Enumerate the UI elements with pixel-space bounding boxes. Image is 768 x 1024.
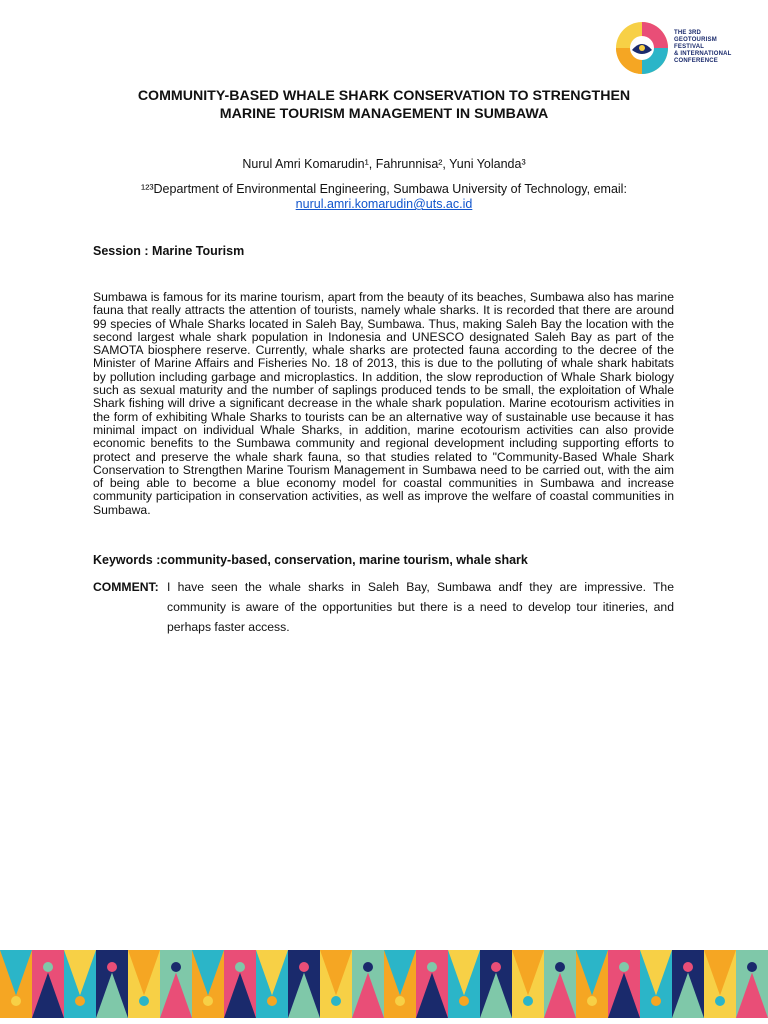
logo-line: CONFERENCE [674,58,719,64]
footer-dot [171,962,181,972]
footer-dot [523,996,533,1006]
conference-logo [614,20,764,76]
logo-line: GEOTOURISM [674,37,717,43]
footer-dot [139,996,149,1006]
footer-dot [427,962,437,972]
conference-emblem-icon [614,20,670,76]
title-line-1: COMMUNITY-BASED WHALE SHARK CONSERVATION TO STRENGTHEN [137,88,631,104]
footer-dot [715,996,725,1006]
comment-block [93,577,674,637]
logo-line: FESTIVAL [674,44,705,50]
footer-dot [75,996,85,1006]
footer-dot [747,962,757,972]
footer-dot [235,962,245,972]
logo-line: THE 3RD [674,30,702,36]
footer-dot [491,962,501,972]
paper-title [60,88,708,123]
session-label: Session : Marine Tourism [93,244,245,258]
footer-dot [203,996,213,1006]
footer-dot [395,996,405,1006]
author-email-link[interactable]: nurul.amri.komarudin@uts.ac.id [295,197,473,211]
abstract-text: Sumbawa is famous for its marine tourism, apart from the beauty of its beaches, Sumbawa also has marine fauna that really attracts the attention of tourists, namely whale sharks. It is recorded that there are around 99 species of Whale Sharks located in Saleh Bay, Sumbawa. Thus, making Saleh Bay the location with the second largest whale shark population in Indonesia and UNESCO designated Saleh Bay as part of the SAMOTA biosphere reserve. Currently, whale sharks are protected fauna according to the decree of the Minister of Marine Affairs and Fisheries No. 18 of 2013, this is due to the polluting of whale shark habitats by pollution including garbage and microplastics. In addition, the slow reproduction of Whale Shark biology such as sexual maturity and the number of saplings produced tends to be small, the exploitation of Whale Shark fishing will drive a significant decrease in the whale shark population. Marine ecotourism activities in the form of exhibiting Whale Sharks to tourists can be an alternative way of sustainable use because it has minimal impact on individual Whale Sharks, in addition, marine ecotourism activities can also provide economic benefits to the Sumbawa community and regional development including supporting efforts to protect and preserve the whale shark fauna, so that studies related to "Community-Based Whale Shark Conservation to Strengthen Marine Tourism Management in Sumbawa need to be carried out, with the aim of being able to become a blue economy model for coastal communities in Sumbawa and increase community participation in conservation activities, as well as improve the welfare of coastal communities in Sumbawa. [93,290,674,517]
decorative-footer-band [0,950,768,1018]
author-list: Nurul Amri Komarudin¹, Fahrunnisa², Yuni Yolanda³ [242,157,526,171]
footer-dot [363,962,373,972]
footer-dot [43,962,53,972]
footer-dot [619,962,629,972]
comment-label: COMMENT: [93,580,159,594]
footer-dot [651,996,661,1006]
keywords-line: Keywords :community-based, conservation, marine tourism, whale shark [93,553,528,567]
footer-dot [459,996,469,1006]
footer-dot [267,996,277,1006]
footer-dot [331,996,341,1006]
footer-dot [587,996,597,1006]
footer-dot [683,962,693,972]
footer-dot [11,996,21,1006]
title-line-2: MARINE TOURISM MANAGEMENT IN SUMBAWA [219,105,549,122]
conference-logo-text [674,30,764,65]
logo-line: & INTERNATIONAL [674,51,732,57]
footer-dot [555,962,565,972]
affiliation [60,182,708,212]
comment-text: I have seen the whale sharks in Saleh Bay, Sumbawa andf they are impressive. The community is aware of the opportunities but there is a need to develop tour itineries, and perhaps faster access. [167,580,674,634]
footer-dot [299,962,309,972]
affiliation-text: ¹²³Department of Environmental Engineering, Sumbawa University of Technology, email: [141,182,627,196]
footer-dot [107,962,117,972]
